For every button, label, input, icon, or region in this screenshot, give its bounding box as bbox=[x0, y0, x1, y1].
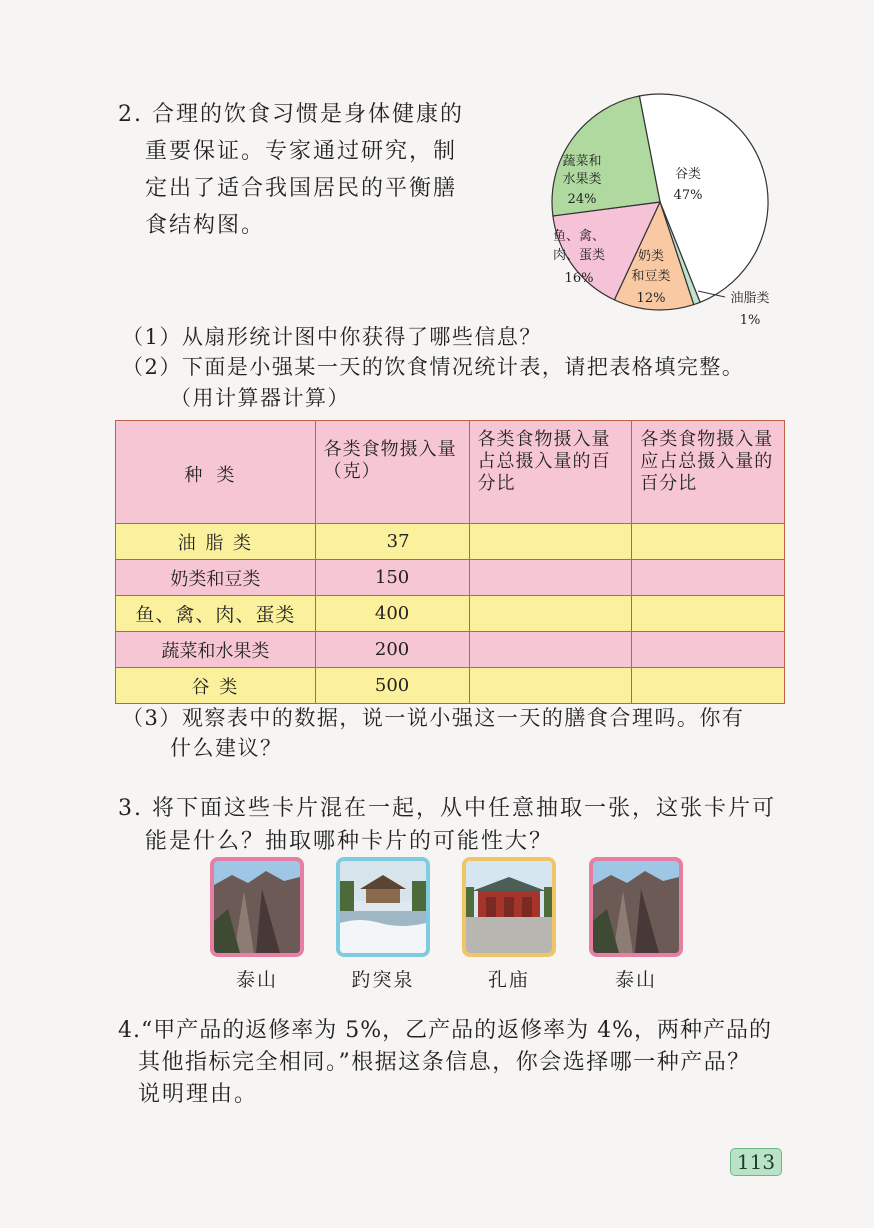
row-recommended-percent-cell[interactable] bbox=[632, 560, 785, 596]
q4-line-1: 4.“甲产品的返修率为 5%，乙产品的返修率为 4%，两种产品的 bbox=[118, 1018, 773, 1043]
pie-label-oil-name: 油脂类 bbox=[730, 291, 770, 306]
table-row bbox=[116, 524, 785, 560]
pie-label-veg-name-1: 蔬菜和 bbox=[562, 154, 602, 169]
q2-sub-3-line-1: （3）观察表中的数据，说一说小强这一天的膳食合理吗。你有 bbox=[122, 706, 745, 730]
header-actual-percent: 各类食物摄入量占总摄入量的百分比 bbox=[469, 421, 632, 524]
pie-label-veg-name-2: 水果类 bbox=[562, 172, 602, 187]
q2-line-4: 食结构图。 bbox=[145, 213, 266, 238]
row-kind: 蔬菜和水果类 bbox=[116, 632, 316, 668]
diet-pie-chart bbox=[520, 90, 790, 335]
q2-line-3: 定出了适合我国居民的平衡膳 bbox=[145, 176, 458, 201]
row-recommended-percent-cell[interactable] bbox=[632, 668, 785, 704]
card-taishan-1[interactable] bbox=[210, 857, 304, 957]
pie-label-milk-value: 12% bbox=[636, 291, 666, 306]
table-header-row bbox=[116, 421, 785, 524]
pie-label-veg-value: 24% bbox=[567, 192, 597, 207]
row-actual-percent-cell[interactable] bbox=[469, 632, 632, 668]
q4-line-2: 其他指标完全相同。”根据这条信息，你会选择哪一种产品？ bbox=[138, 1050, 751, 1075]
header-kind: 种类 bbox=[116, 421, 316, 524]
row-kind: 鱼、禽、肉、蛋类 bbox=[116, 596, 316, 632]
table-row bbox=[116, 632, 785, 668]
card-label-2: 趵突泉 bbox=[351, 969, 415, 991]
row-recommended-percent-cell[interactable] bbox=[632, 524, 785, 560]
q3-line-1: 3. 将下面这些卡片混在一起，从中任意抽取一张，这张卡片可 bbox=[118, 796, 776, 821]
row-recommended-percent-cell[interactable] bbox=[632, 632, 785, 668]
table-row bbox=[116, 596, 785, 632]
row-kind: 油 脂 类 bbox=[116, 524, 316, 560]
pie-label-grain-value: 47% bbox=[673, 188, 703, 203]
pie-label-milk-name-1: 奶类 bbox=[637, 249, 665, 264]
taishan-picture bbox=[593, 861, 679, 953]
q4-line-3: 说明理由。 bbox=[138, 1082, 259, 1107]
row-grams: 400 bbox=[315, 596, 469, 632]
q2-sub-2: （2）下面是小强某一天的饮食情况统计表，请把表格填完整。 bbox=[122, 355, 745, 379]
question-2-text bbox=[118, 98, 464, 246]
confucius-temple-picture bbox=[466, 861, 552, 953]
table-row bbox=[116, 560, 785, 596]
row-grams: 37 bbox=[315, 524, 469, 560]
row-grams: 200 bbox=[315, 632, 469, 668]
q2-line-2: 重要保证。专家通过研究，制 bbox=[145, 139, 458, 164]
pie-label-meat-name-1: 鱼、禽、 bbox=[552, 229, 606, 244]
pie-label-meat-value: 16% bbox=[564, 271, 594, 286]
row-grams: 500 bbox=[315, 668, 469, 704]
diet-table bbox=[115, 420, 785, 704]
baotu-spring-picture bbox=[340, 861, 426, 953]
q2-sub-2b: （用计算器计算） bbox=[170, 386, 350, 410]
table-row bbox=[116, 668, 785, 704]
q2-line-1: 2. 合理的饮食习惯是身体健康的 bbox=[118, 102, 464, 127]
header-recommended-percent: 各类食物摄入量应占总摄入量的百分比 bbox=[632, 421, 785, 524]
q2-sub-1: （1）从扇形统计图中你获得了哪些信息？ bbox=[122, 325, 542, 349]
row-grams: 150 bbox=[315, 560, 469, 596]
pie-label-oil-value: 1% bbox=[739, 313, 761, 328]
row-kind: 奶类和豆类 bbox=[116, 560, 316, 596]
card-label-4: 泰山 bbox=[614, 969, 657, 991]
row-actual-percent-cell[interactable] bbox=[469, 560, 632, 596]
pie-label-grain-name: 谷类 bbox=[674, 167, 702, 182]
card-confucius-temple[interactable] bbox=[462, 857, 556, 957]
card-label-1: 泰山 bbox=[235, 969, 278, 991]
card-baotu-spring[interactable] bbox=[336, 857, 430, 957]
row-actual-percent-cell[interactable] bbox=[469, 668, 632, 704]
card-label-3: 孔庙 bbox=[487, 969, 530, 991]
q3-line-2: 能是什么？抽取哪种卡片的可能性大？ bbox=[145, 829, 554, 854]
row-recommended-percent-cell[interactable] bbox=[632, 596, 785, 632]
header-grams: 各类食物摄入量（克） bbox=[315, 421, 469, 524]
row-actual-percent-cell[interactable] bbox=[469, 524, 632, 560]
page-number: 113 bbox=[730, 1148, 782, 1176]
card-taishan-2[interactable] bbox=[589, 857, 683, 957]
taishan-picture bbox=[214, 861, 300, 953]
row-kind: 谷 类 bbox=[116, 668, 316, 704]
pie-label-meat-name-2: 肉、蛋类 bbox=[552, 248, 606, 263]
row-actual-percent-cell[interactable] bbox=[469, 596, 632, 632]
pie-label-milk-name-2: 和豆类 bbox=[631, 269, 671, 284]
q2-sub-3-line-2: 什么建议？ bbox=[170, 736, 283, 760]
